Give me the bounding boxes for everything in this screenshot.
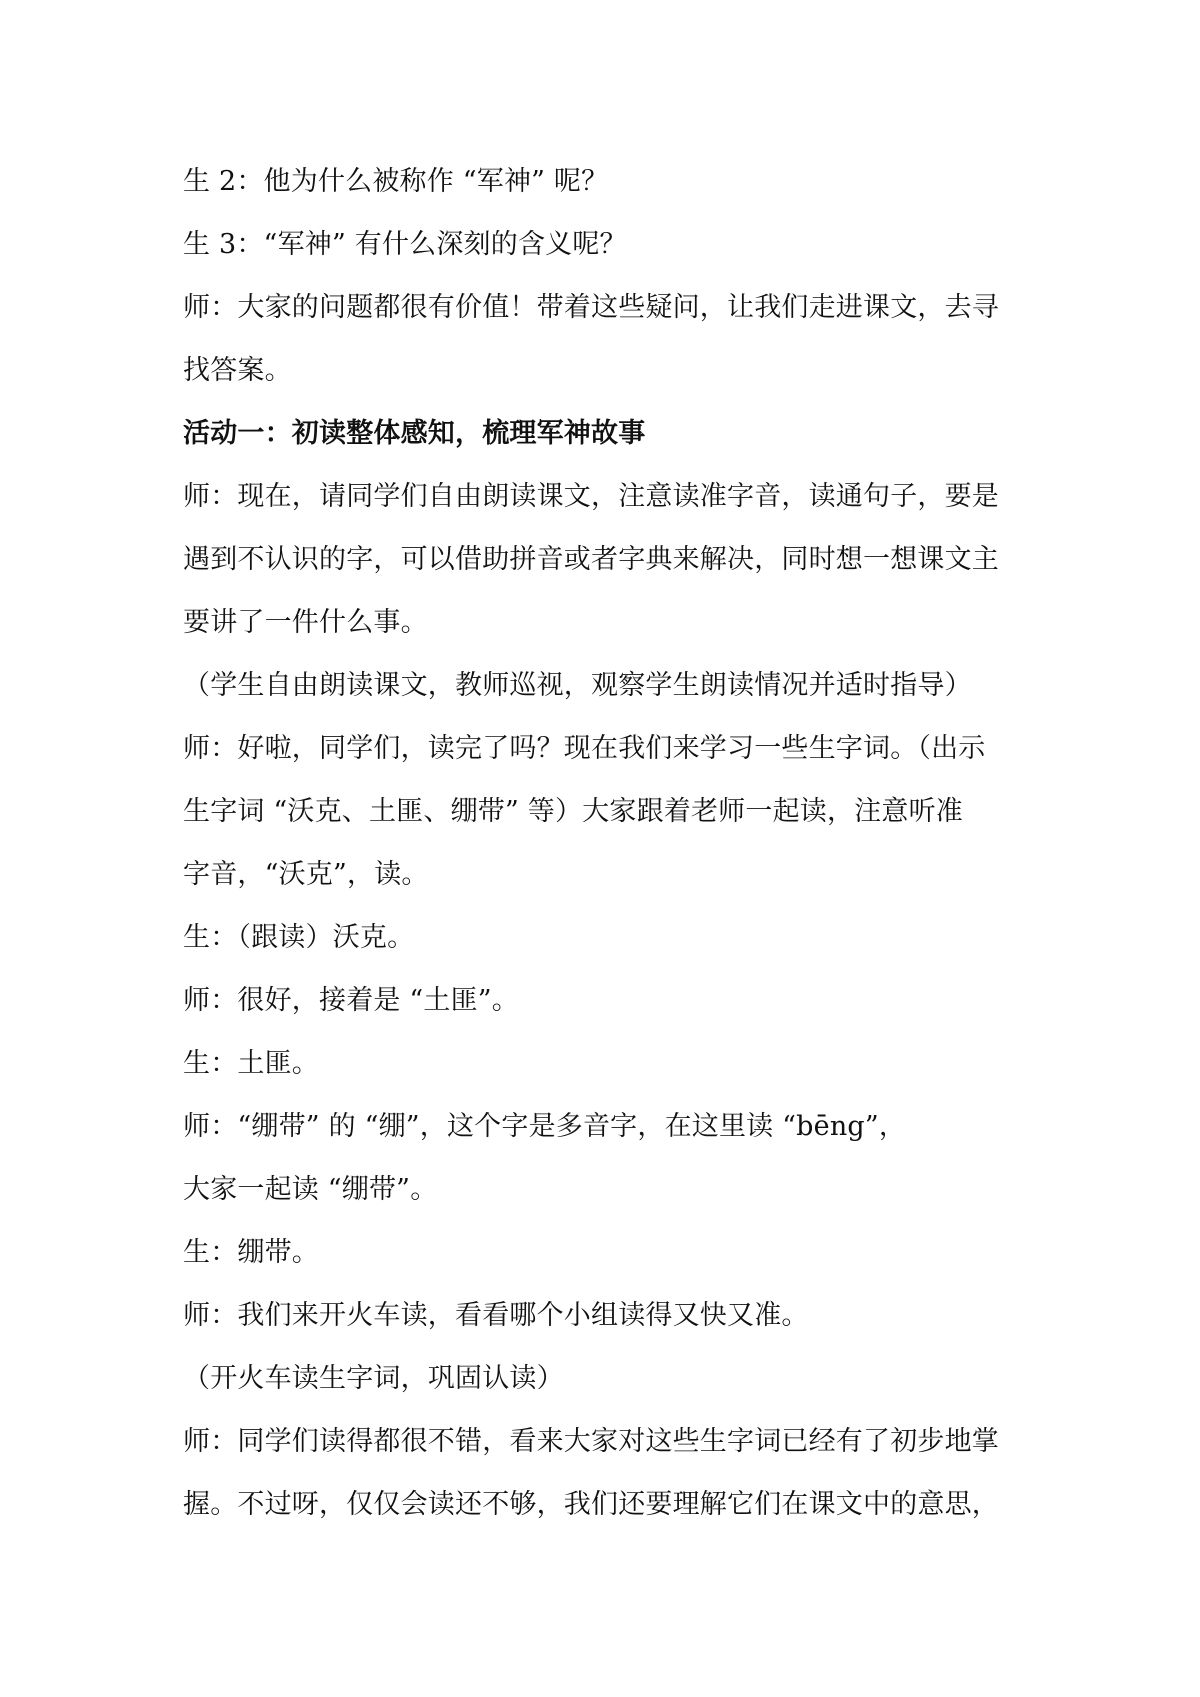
- text-line: 师：现在，请同学们自由朗读课文，注意读准字音，读通句子，要是: [183, 481, 999, 512]
- text-line: 师：大家的问题都很有价值！带着这些疑问，让我们走进课文，去寻: [183, 292, 999, 323]
- text-line: 字音，“沃克”，读。: [183, 859, 429, 890]
- text-line: 大家一起读 “绷带”。: [183, 1174, 438, 1205]
- text-line: 生 3：“军神” 有什么深刻的含义呢？: [183, 229, 627, 260]
- text-line: 生 2：他为什么被称作 “军神” 呢？: [183, 166, 609, 197]
- text-line: 师：我们来开火车读，看看哪个小组读得又快又准。: [183, 1300, 809, 1331]
- document-body: [183, 150, 1033, 1536]
- text-line: （开火车读生字词，巩固认读）: [183, 1363, 564, 1394]
- section-heading: 活动一：初读整体感知，梳理军神故事: [183, 418, 646, 449]
- text-line: 师：好啦，同学们，读完了吗？现在我们来学习一些生字词。（出示: [183, 733, 986, 764]
- text-line: 生：（跟读）沃克。: [183, 922, 415, 953]
- text-line: 生：土匪。: [183, 1048, 319, 1079]
- text-line: 师：同学们读得都很不错，看来大家对这些生字词已经有了初步地掌: [183, 1426, 999, 1457]
- text-line: 遇到不认识的字，可以借助拼音或者字典来解决，同时想一想课文主: [183, 544, 999, 575]
- text-line: 生字词 “沃克、土匪、绷带” 等）大家跟着老师一起读，注意听准: [183, 796, 963, 827]
- text-line: 师：很好，接着是 “土匪”。: [183, 985, 519, 1016]
- text-line: 找答案。: [183, 355, 292, 386]
- text-line: （学生自由朗读课文，教师巡视，观察学生朗读情况并适时指导）: [183, 670, 972, 701]
- text-line: 要讲了一件什么事。: [183, 607, 428, 638]
- text-line: 师：“绷带” 的 “绷”，这个字是多音字，在这里读 “bēng”，: [183, 1111, 907, 1142]
- text-line: 生：绷带。: [183, 1237, 319, 1268]
- text-line: 握。不过呀，仅仅会读还不够，我们还要理解它们在课文中的意思，: [183, 1489, 999, 1520]
